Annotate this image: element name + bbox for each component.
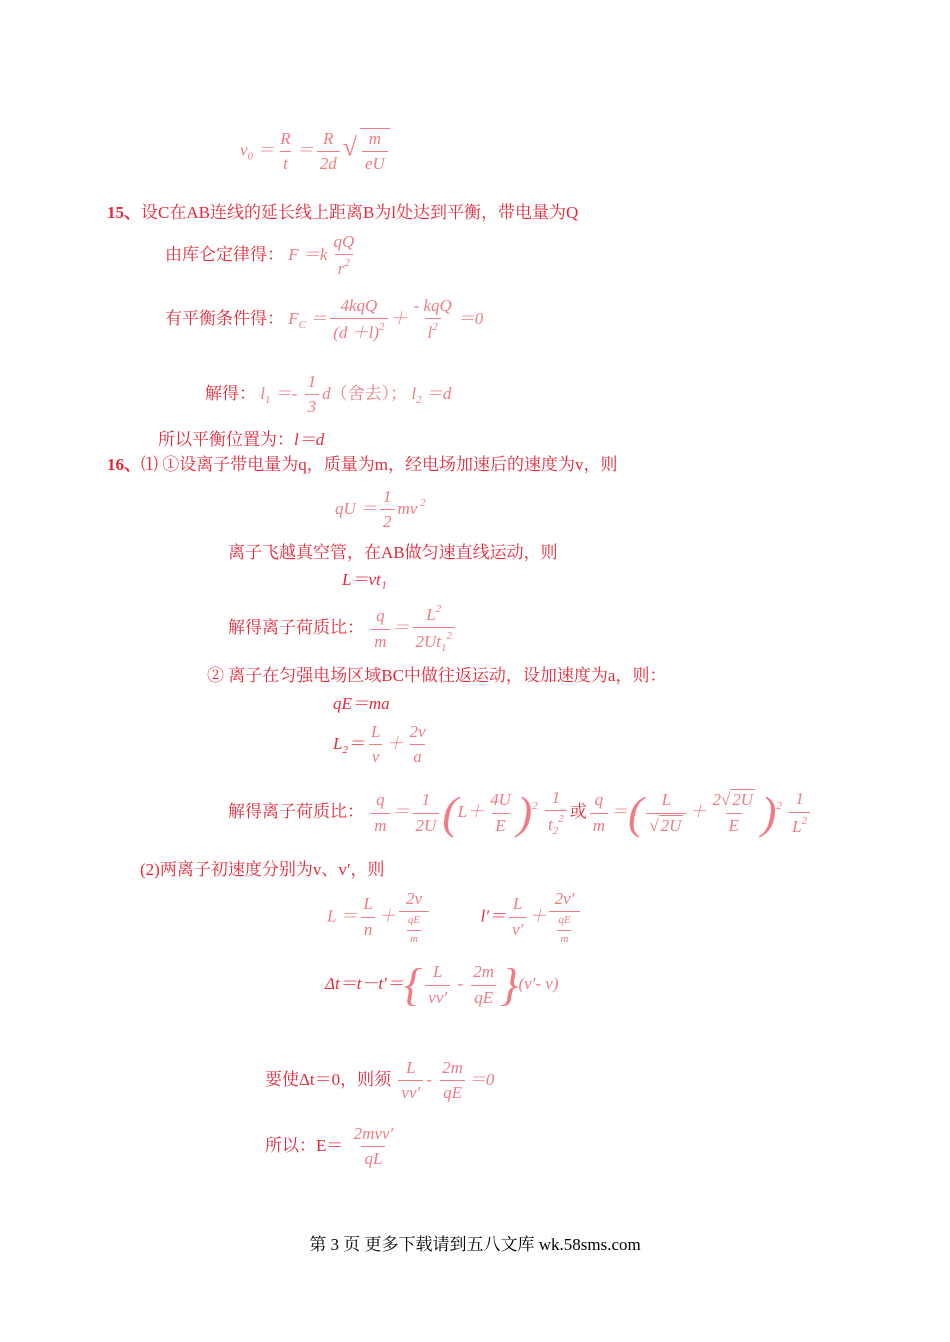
q16-number: 16、 (107, 455, 141, 474)
q15-intro-text: 设C在AB连线的延长线上距离B为l处达到平衡，带电量为Q (141, 203, 579, 222)
position-value: l＝d (294, 430, 325, 449)
solve-label: 解得： (205, 383, 256, 403)
discard-note: （舍去） (330, 383, 391, 403)
q16-intro (107, 455, 617, 475)
q16-part3: (2)两离子初速度分别为v、v′，则 (140, 860, 385, 879)
flight-text: 离子飞越真空管，在AB做匀速直线运动，则 (228, 543, 558, 562)
condition-label: 要使Δt＝0，则须 (265, 1069, 392, 1089)
result-label: 所以：E＝ (265, 1135, 344, 1155)
time-equations: L ＝ $\frac{L}{n}$ ＋ $\frac{2v}{\frac{qE}{m}}$ l′＝ $\frac{L}{v'}$ ＋ $\frac{2v'}{\frac{qE}{m}}$ (327, 889, 583, 946)
ratio-line-1: 解得离子荷质比： $\frac{q}{m}$ ＝ $\frac{L^2}{2Ut_1^2}$ (228, 603, 458, 656)
energy-equation: qU ＝ $\frac{1}{2}$ mv $^2$ (335, 487, 426, 532)
ratio-label-2: 解得离子荷质比： (228, 802, 364, 822)
l2-equation: $L_2=$ $\frac{L}{v}$ ＋ $\frac{2v}{a}$ (333, 722, 426, 767)
result-line: 所以：E＝ $\frac{\text{2mvv′}}{qL}$ (265, 1124, 394, 1169)
solution-line: 解得： $l_1$ ＝- $\frac{1}{3}$ d（舍去）； $l_2 =d$ (205, 372, 452, 417)
force-equation: qE＝ma (333, 694, 390, 713)
position-line (158, 430, 324, 450)
q16-part2: ② 离子在匀强电场区域BC中做往返运动，设加速度为a，则： (207, 666, 667, 685)
page-footer: 第 3 页 更多下载请到五八文库 wk.58sms.com (309, 1235, 641, 1254)
or-text: 或 (569, 802, 587, 822)
condition-line: 要使Δt＝0，则须 $\frac{L}{vv'}$ - $\frac{2m}{qE}$ ＝0 (265, 1058, 495, 1103)
position-label: 所以平衡位置为： (158, 430, 294, 449)
q15-number: 15、 (107, 203, 141, 222)
q15-intro (107, 203, 578, 223)
formula-v0: $v_0$ ＝ $\frac{R}{t}$ ＝ $\frac{R}{2d}$ √ $\frac{m}{eU}$ (240, 128, 393, 175)
balance-line: 有平衡条件得： $F_C$ ＝ $\frac{\text{4kqQ}}{(d +l)^2}$ ＋ $\frac{\text{- kqQ}}{l^2}$ ＝0 (165, 296, 484, 343)
ratio-label-1: 解得离子荷质比： (228, 618, 364, 638)
balance-label: 有平衡条件得： (165, 308, 284, 328)
coulomb-law-line: 由库仑定律得： F ＝k $\frac{qQ}{r^2}$ (165, 232, 355, 279)
ratio-line-2: 解得离子荷质比： $\frac{q}{m}$ ＝ $\frac{1}{2U}$ (L＋ $\frac{4U}{E}$ )$^2$ $\frac{1}{t_2^2}$ 或 $\frac{q}{m}$ ＝( $\frac{L}{√ 2U}$ ＋ $\frac{2√ 2U}{E}$ )$^2$ $\frac{1}{L^2}$ (228, 788, 813, 839)
flight-equation: L＝vt₁ (342, 570, 387, 589)
delta-t-equation: Δt＝t－t′＝{ $\frac{L}{vv'}$ - $\frac{2m}{qE}$ }(v′- v) (325, 959, 559, 1010)
coulomb-label: 由库仑定律得： (165, 244, 284, 264)
q16-part1: ⑴ ①设离子带电量为q，质量为m，经电场加速后的速度为v，则 (141, 455, 618, 474)
